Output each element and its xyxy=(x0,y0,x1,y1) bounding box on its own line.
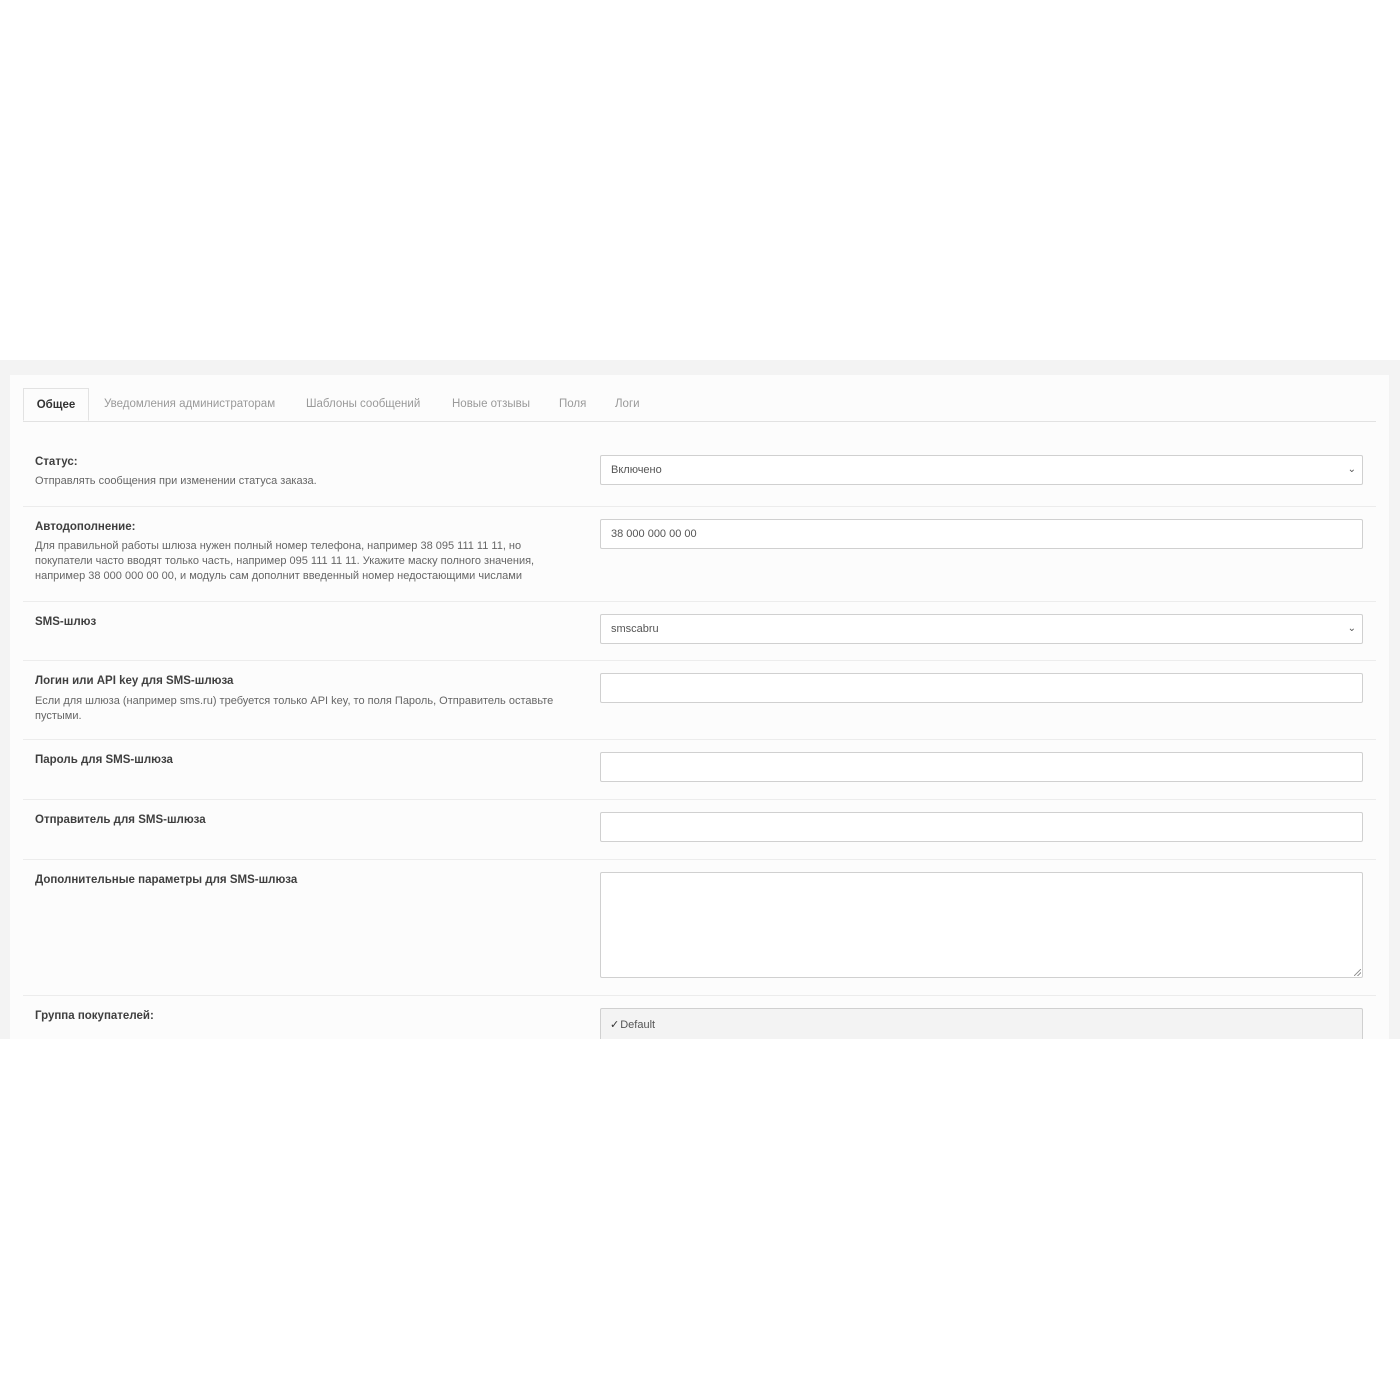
tab-new-reviews[interactable]: Новые отзывы xyxy=(452,398,530,410)
autocomplete-mask-value: 38 000 000 00 00 xyxy=(611,528,697,540)
settings-area xyxy=(0,360,1400,1039)
sender-label: Отправитель для SMS-шлюза xyxy=(35,814,206,826)
autocomplete-help-text: Для правильной работы шлюза нужен полный номер телефона, например 38 095 111 11 11, но покупатели часто вводят только часть, например 095 111 11 11. Укажите маску полного значения, например 38 000 000 00 00, и модуль сам дополнит введенный номер недостающими числами xyxy=(35,540,535,582)
customer-group-list xyxy=(600,1008,1363,1039)
tab-message-templates[interactable]: Шаблоны сообщений xyxy=(306,398,421,410)
extra-params-label: Дополнительные параметры для SMS-шлюза xyxy=(35,874,298,886)
login-label: Логин или API key для SMS-шлюза xyxy=(35,675,234,687)
password-row xyxy=(23,740,1376,800)
chevron-down-icon: ⌄ xyxy=(1347,623,1356,634)
tab-fields[interactable]: Поля xyxy=(559,398,587,410)
tab-logs[interactable]: Логи xyxy=(615,398,640,410)
status-select-value: Включено xyxy=(611,464,662,476)
sender-row xyxy=(23,800,1376,860)
gateway-select[interactable] xyxy=(600,614,1363,644)
autocomplete-mask-input[interactable] xyxy=(600,519,1363,549)
autocomplete-row xyxy=(23,507,1376,602)
autocomplete-label: Автодополнение: xyxy=(35,521,136,533)
extra-params-row xyxy=(23,860,1376,996)
chevron-down-icon: ⌄ xyxy=(1347,464,1356,475)
tab-admin-notifications[interactable]: Уведомления администраторам xyxy=(104,398,276,410)
settings-panel xyxy=(10,375,1389,1039)
customer-group-label: Группа покупателей: xyxy=(35,1010,154,1022)
sender-input[interactable] xyxy=(600,812,1363,842)
customer-group-option-default[interactable] xyxy=(610,1017,655,1033)
status-help-text: Отправлять сообщения при изменении статуса заказа. xyxy=(35,475,317,487)
gateway-select-value: smscabru xyxy=(611,623,659,635)
status-row xyxy=(23,442,1376,507)
gateway-row xyxy=(23,602,1376,661)
checkmark-icon[interactable]: ✓ xyxy=(610,1019,620,1031)
tab-general[interactable]: Общее xyxy=(23,388,89,421)
status-select[interactable] xyxy=(600,455,1363,485)
customer-group-option-label: Default xyxy=(620,1019,656,1031)
password-input[interactable] xyxy=(600,752,1363,782)
extra-params-textarea[interactable] xyxy=(600,872,1363,978)
login-help-text: Если для шлюза (например sms.ru) требуется только API key, то поля Пароль, Отправитель оставьте пустыми. xyxy=(35,695,554,722)
status-label: Статус: xyxy=(35,456,78,468)
resize-handle-icon[interactable] xyxy=(1354,969,1361,976)
login-input[interactable] xyxy=(600,673,1363,703)
password-label: Пароль для SMS-шлюза xyxy=(35,754,173,766)
login-row xyxy=(23,661,1376,740)
gateway-label: SMS-шлюз xyxy=(35,616,97,628)
customer-group-row xyxy=(23,996,1376,1039)
tab-bar xyxy=(23,388,1376,422)
